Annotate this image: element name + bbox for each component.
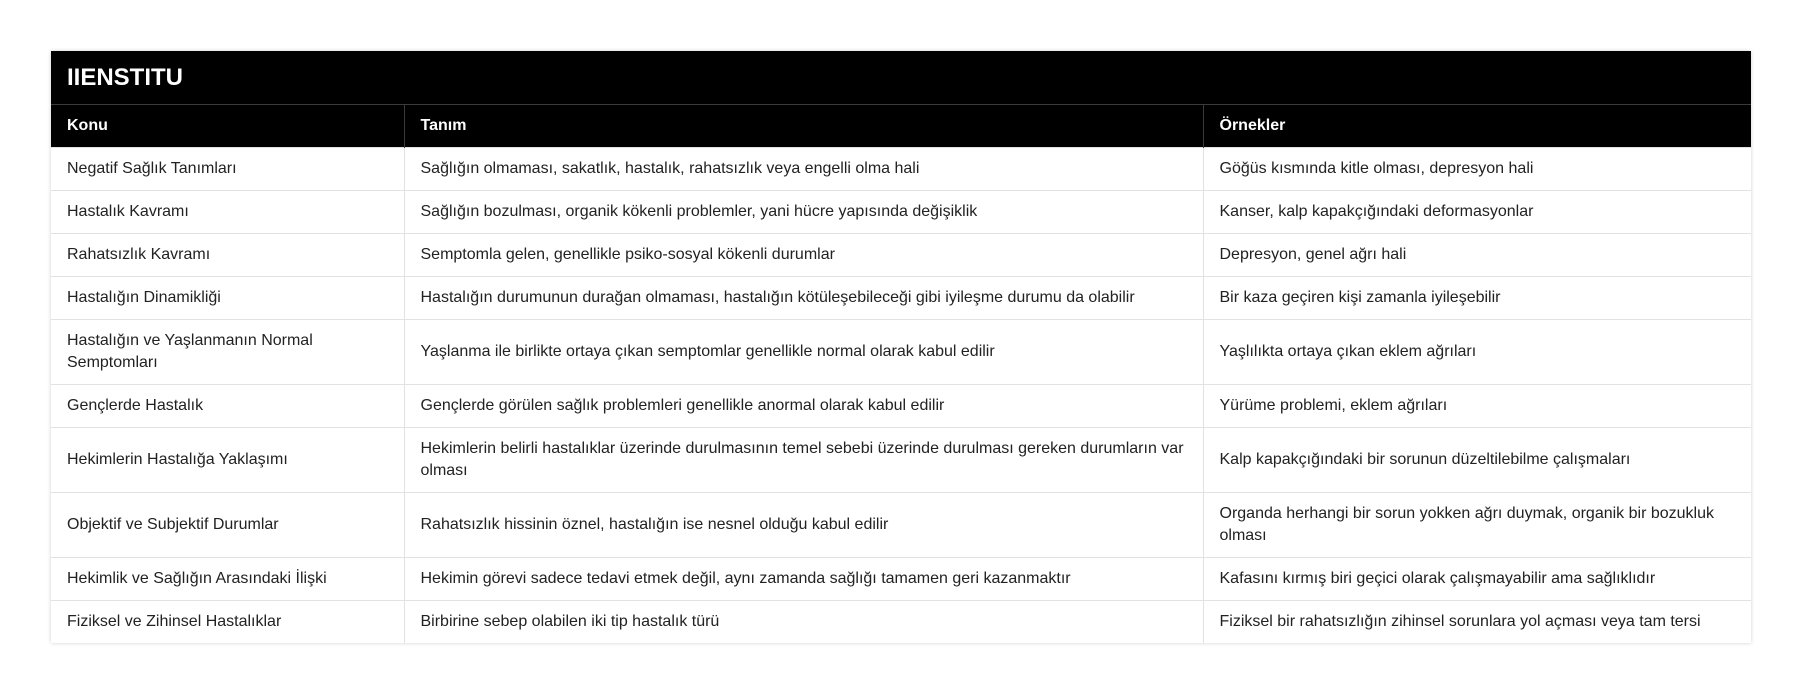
column-header-tanim: Tanım (404, 105, 1203, 147)
cell-ornekler: Göğüs kısmında kitle olması, depresyon hali (1203, 147, 1751, 190)
cell-ornekler: Kalp kapakçığındaki bir sorunun düzeltilebilme çalışmaları (1203, 427, 1751, 492)
cell-konu: Hekimlik ve Sağlığın Arasındaki İlişki (51, 557, 404, 600)
cell-ornekler: Yürüme problemi, eklem ağrıları (1203, 384, 1751, 427)
cell-ornekler: Organda herhangi bir sorun yokken ağrı duymak, organik bir bozukluk olması (1203, 492, 1751, 557)
cell-konu: Negatif Sağlık Tanımları (51, 147, 404, 190)
cell-ornekler: Kafasını kırmış biri geçici olarak çalışmayabilir ama sağlıklıdır (1203, 557, 1751, 600)
table-row (51, 233, 1751, 276)
cell-konu: Objektif ve Subjektif Durumlar (51, 492, 404, 557)
cell-konu: Hastalık Kavramı (51, 190, 404, 233)
cell-konu: Rahatsızlık Kavramı (51, 233, 404, 276)
table-row (51, 492, 1751, 557)
cell-konu: Fiziksel ve Zihinsel Hastalıklar (51, 600, 404, 643)
cell-ornekler: Fiziksel bir rahatsızlığın zihinsel sorunlara yol açması veya tam tersi (1203, 600, 1751, 643)
table-row (51, 190, 1751, 233)
cell-tanim: Hekimin görevi sadece tedavi etmek değil, aynı zamanda sağlığı tamamen geri kazanmaktır (404, 557, 1203, 600)
header-row (51, 105, 1751, 147)
table-row (51, 427, 1751, 492)
cell-konu: Hastalığın Dinamikliği (51, 276, 404, 319)
cell-konu: Gençlerde Hastalık (51, 384, 404, 427)
cell-ornekler: Kanser, kalp kapakçığındaki deformasyonlar (1203, 190, 1751, 233)
column-header-ornekler: Örnekler (1203, 105, 1751, 147)
table-row (51, 276, 1751, 319)
table-row (51, 557, 1751, 600)
table-row (51, 319, 1751, 384)
cell-tanim: Sağlığın bozulması, organik kökenli problemler, yani hücre yapısında değişiklik (404, 190, 1203, 233)
brand-title: IIENSTITU (51, 51, 1751, 105)
cell-tanim: Sağlığın olmaması, sakatlık, hastalık, rahatsızlık veya engelli olma hali (404, 147, 1203, 190)
cell-konu: Hekimlerin Hastalığa Yaklaşımı (51, 427, 404, 492)
cell-tanim: Hastalığın durumunun durağan olmaması, hastalığın kötüleşebileceği gibi iyileşme durumu da olabilir (404, 276, 1203, 319)
cell-tanim: Birbirine sebep olabilen iki tip hastalık türü (404, 600, 1203, 643)
cell-tanim: Gençlerde görülen sağlık problemleri genellikle anormal olarak kabul edilir (404, 384, 1203, 427)
cell-tanim: Rahatsızlık hissinin öznel, hastalığın ise nesnel olduğu kabul edilir (404, 492, 1203, 557)
table-card (51, 51, 1751, 643)
table-row (51, 600, 1751, 643)
cell-ornekler: Depresyon, genel ağrı hali (1203, 233, 1751, 276)
column-header-konu: Konu (51, 105, 404, 147)
cell-tanim: Semptomla gelen, genellikle psiko-sosyal kökenli durumlar (404, 233, 1203, 276)
cell-tanim: Hekimlerin belirli hastalıklar üzerinde durulmasının temel sebebi üzerinde durulması gereken durumların var olması (404, 427, 1203, 492)
table-row (51, 384, 1751, 427)
table-row (51, 147, 1751, 190)
cell-konu: Hastalığın ve Yaşlanmanın Normal Semptomları (51, 319, 404, 384)
cell-ornekler: Bir kaza geçiren kişi zamanla iyileşebilir (1203, 276, 1751, 319)
cell-tanim: Yaşlanma ile birlikte ortaya çıkan semptomlar genellikle normal olarak kabul edilir (404, 319, 1203, 384)
cell-ornekler: Yaşlılıkta ortaya çıkan eklem ağrıları (1203, 319, 1751, 384)
data-table (51, 105, 1751, 643)
